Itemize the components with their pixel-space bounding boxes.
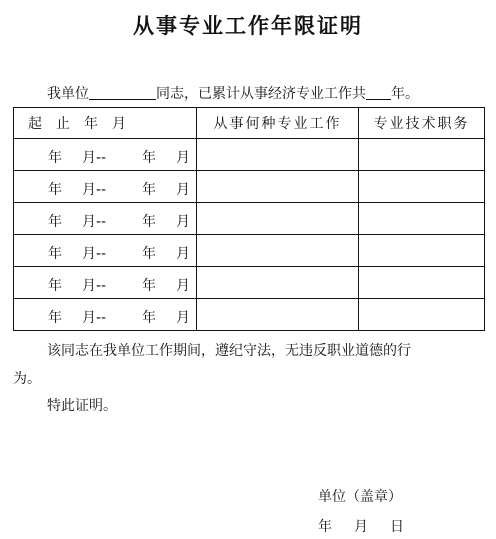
certify-text: 特此证明。 [47,398,117,414]
intro-line [47,83,419,103]
header-period: 起止年月 [14,108,197,139]
work-cell[interactable] [197,267,359,299]
period-month-dash: 月-- [82,246,107,262]
period-month-dash: 月-- [82,214,107,230]
period-month-end: 月 [176,246,190,262]
date-day: 日 [390,519,404,535]
period-month-end: 月 [176,150,190,166]
work-cell[interactable] [197,299,359,331]
period-month-dash: 月-- [82,150,107,166]
work-cell[interactable] [197,235,359,267]
period-year: 年 [48,182,62,198]
period-cell[interactable] [14,203,197,235]
title-cell[interactable] [359,235,485,267]
period-month-dash: 月-- [82,278,107,294]
period-year-end: 年 [142,278,156,294]
period-year-end: 年 [142,150,156,166]
period-cell[interactable] [14,299,197,331]
period-month-end: 月 [176,310,190,326]
table-row [14,267,485,299]
statement-line-2: 为。 [13,371,41,387]
period-year: 年 [48,310,62,326]
intro-part2: 同志，已累计从事经济专业工作共 [156,86,366,102]
table-row [14,203,485,235]
document-title: 从事专业工作年限证明 [133,13,363,38]
table-row [14,171,485,203]
period-year: 年 [48,278,62,294]
name-blank [89,85,156,100]
statement-line-1: 该同志在我单位工作期间，遵纪守法，无违反职业道德的行 [47,343,411,359]
period-year: 年 [48,246,62,262]
unit-seal: 单位（盖章） [318,489,402,505]
years-blank [366,85,391,100]
period-cell[interactable] [14,139,197,171]
table-row [14,139,485,171]
period-month-end: 月 [176,182,190,198]
title-cell[interactable] [359,299,485,331]
title-cell[interactable] [359,139,485,171]
period-year-end: 年 [142,310,156,326]
period-cell[interactable] [14,171,197,203]
date-year: 年 [318,519,332,535]
work-cell[interactable] [197,171,359,203]
period-month-end: 月 [176,214,190,230]
header-work: 从事何种专业工作 [197,108,359,139]
signature-date [318,516,404,536]
employment-table [13,107,485,331]
period-month-dash: 月-- [82,310,107,326]
title-cell[interactable] [359,267,485,299]
table-header-row [14,108,485,139]
period-month-dash: 月-- [82,182,107,198]
period-year-end: 年 [142,182,156,198]
work-cell[interactable] [197,139,359,171]
period-cell[interactable] [14,267,197,299]
table-row [14,299,485,331]
period-year-end: 年 [142,214,156,230]
intro-part1: 我单位 [47,86,89,102]
table-row [14,235,485,267]
period-year: 年 [48,150,62,166]
period-year: 年 [48,214,62,230]
date-month: 月 [354,519,368,535]
intro-part3: 年。 [391,86,419,102]
title-cell[interactable] [359,203,485,235]
header-title: 专业技术职务 [359,108,485,139]
title-cell[interactable] [359,171,485,203]
period-cell[interactable] [14,235,197,267]
period-year-end: 年 [142,246,156,262]
work-cell[interactable] [197,203,359,235]
period-month-end: 月 [176,278,190,294]
